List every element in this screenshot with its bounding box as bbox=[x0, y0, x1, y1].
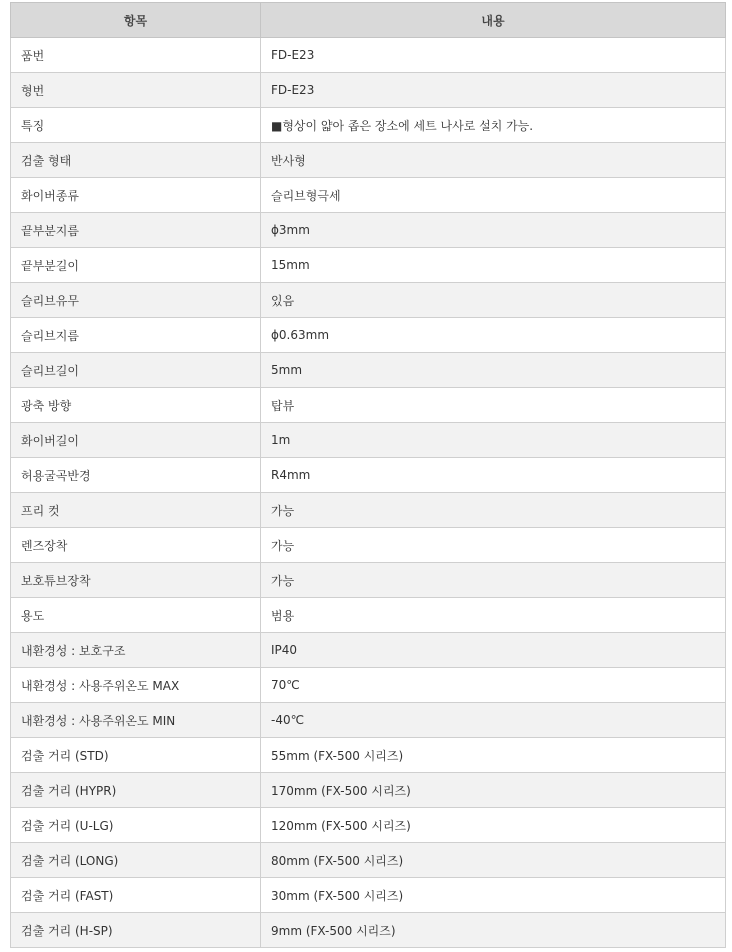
header-content: 내용 bbox=[261, 3, 726, 38]
row-label: 끝부분길이 bbox=[11, 248, 261, 283]
row-value: R4mm bbox=[261, 458, 726, 493]
row-value: FD-E23 bbox=[261, 73, 726, 108]
row-label: 화이버종류 bbox=[11, 178, 261, 213]
row-value: 가능 bbox=[261, 493, 726, 528]
row-value: 15mm bbox=[261, 248, 726, 283]
header-row bbox=[11, 3, 726, 38]
row-label: 검출 거리 (STD) bbox=[11, 738, 261, 773]
table-row bbox=[11, 213, 726, 248]
row-value: 가능 bbox=[261, 563, 726, 598]
table-row bbox=[11, 808, 726, 843]
table-row bbox=[11, 248, 726, 283]
row-value: 80mm (FX-500 시리즈) bbox=[261, 843, 726, 878]
row-value: 5mm bbox=[261, 353, 726, 388]
row-label: 허용굴곡반경 bbox=[11, 458, 261, 493]
table-row bbox=[11, 318, 726, 353]
table-row bbox=[11, 703, 726, 738]
row-label: 렌즈장착 bbox=[11, 528, 261, 563]
row-label: 광축 방향 bbox=[11, 388, 261, 423]
row-label: 슬리브지름 bbox=[11, 318, 261, 353]
row-label: 품번 bbox=[11, 38, 261, 73]
row-value: ■형상이 얇아 좁은 장소에 세트 나사로 설치 가능. bbox=[261, 108, 726, 143]
row-label: 보호튜브장착 bbox=[11, 563, 261, 598]
row-value: 120mm (FX-500 시리즈) bbox=[261, 808, 726, 843]
table-row bbox=[11, 598, 726, 633]
spec-table-header bbox=[11, 3, 726, 38]
spec-table bbox=[10, 2, 726, 948]
table-row bbox=[11, 633, 726, 668]
header-item: 항목 bbox=[11, 3, 261, 38]
row-label: 특징 bbox=[11, 108, 261, 143]
row-value: ϕ3mm bbox=[261, 213, 726, 248]
row-value: 9mm (FX-500 시리즈) bbox=[261, 913, 726, 948]
table-row bbox=[11, 108, 726, 143]
table-row bbox=[11, 563, 726, 598]
row-label: 검출 거리 (U-LG) bbox=[11, 808, 261, 843]
row-label: 슬리브길이 bbox=[11, 353, 261, 388]
row-value: 탑뷰 bbox=[261, 388, 726, 423]
row-label: 내환경성 : 사용주위온도 MAX bbox=[11, 668, 261, 703]
table-row bbox=[11, 388, 726, 423]
row-value: 슬리브형극세 bbox=[261, 178, 726, 213]
table-row bbox=[11, 423, 726, 458]
row-value: 170mm (FX-500 시리즈) bbox=[261, 773, 726, 808]
table-row bbox=[11, 178, 726, 213]
table-row bbox=[11, 773, 726, 808]
row-label: 검출 형태 bbox=[11, 143, 261, 178]
row-label: 검출 거리 (H-SP) bbox=[11, 913, 261, 948]
table-row bbox=[11, 353, 726, 388]
table-row bbox=[11, 38, 726, 73]
row-value: ϕ0.63mm bbox=[261, 318, 726, 353]
row-label: 검출 거리 (LONG) bbox=[11, 843, 261, 878]
row-value: 55mm (FX-500 시리즈) bbox=[261, 738, 726, 773]
row-value: 30mm (FX-500 시리즈) bbox=[261, 878, 726, 913]
table-row bbox=[11, 283, 726, 318]
row-label: 슬리브유무 bbox=[11, 283, 261, 318]
row-label: 프리 컷 bbox=[11, 493, 261, 528]
row-value: 있음 bbox=[261, 283, 726, 318]
table-row bbox=[11, 843, 726, 878]
row-label: 검출 거리 (FAST) bbox=[11, 878, 261, 913]
spec-table-body bbox=[11, 38, 726, 948]
row-value: 범용 bbox=[261, 598, 726, 633]
table-row bbox=[11, 73, 726, 108]
row-value: 가능 bbox=[261, 528, 726, 563]
row-value: 반사형 bbox=[261, 143, 726, 178]
table-row bbox=[11, 458, 726, 493]
row-label: 끝부분지름 bbox=[11, 213, 261, 248]
row-label: 내환경성 : 보호구조 bbox=[11, 633, 261, 668]
row-value: 70℃ bbox=[261, 668, 726, 703]
table-row bbox=[11, 913, 726, 948]
row-label: 형번 bbox=[11, 73, 261, 108]
table-row bbox=[11, 878, 726, 913]
row-label: 용도 bbox=[11, 598, 261, 633]
table-row bbox=[11, 668, 726, 703]
row-label: 내환경성 : 사용주위온도 MIN bbox=[11, 703, 261, 738]
row-value: -40℃ bbox=[261, 703, 726, 738]
table-row bbox=[11, 528, 726, 563]
table-row bbox=[11, 143, 726, 178]
table-row bbox=[11, 738, 726, 773]
row-value: FD-E23 bbox=[261, 38, 726, 73]
row-value: 1m bbox=[261, 423, 726, 458]
row-label: 검출 거리 (HYPR) bbox=[11, 773, 261, 808]
table-row bbox=[11, 493, 726, 528]
row-value: IP40 bbox=[261, 633, 726, 668]
row-label: 화이버길이 bbox=[11, 423, 261, 458]
